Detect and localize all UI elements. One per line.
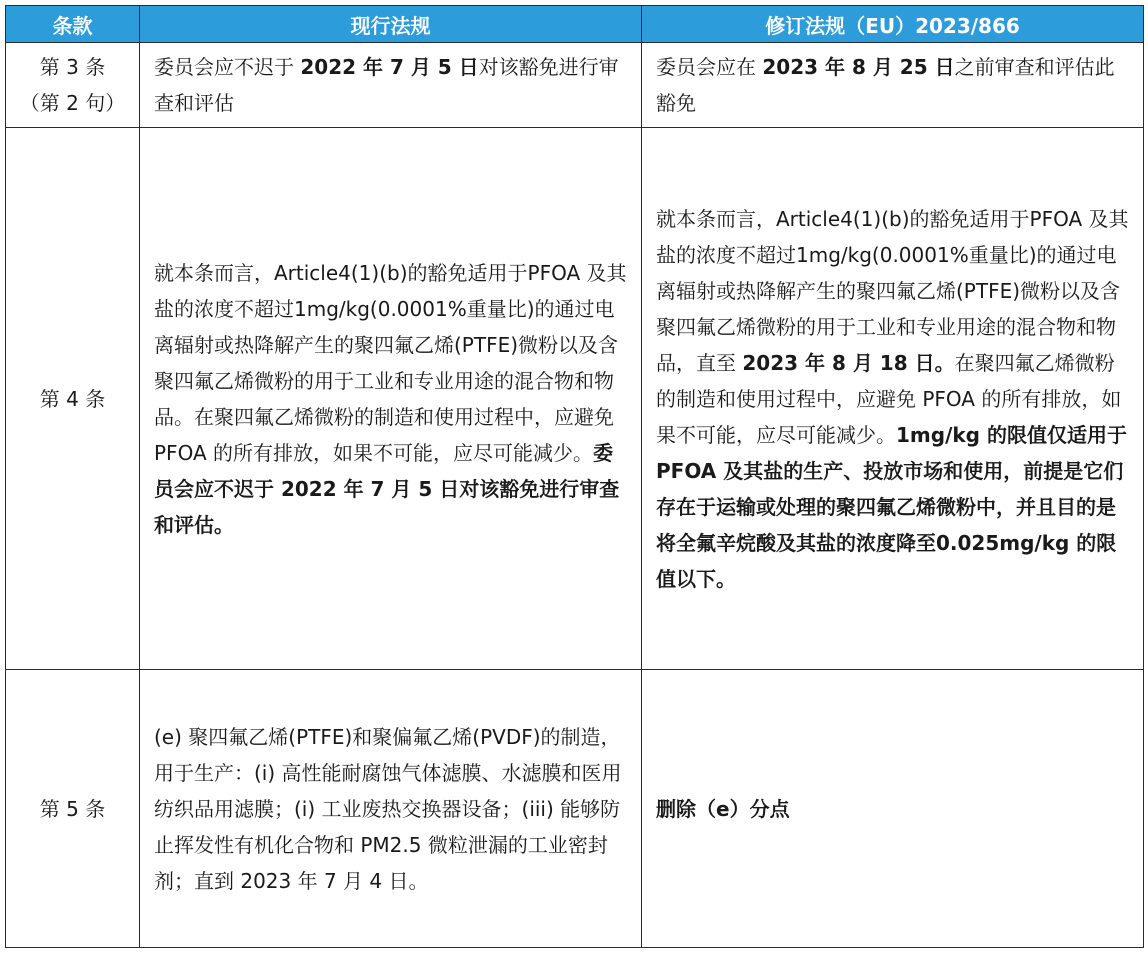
- article-sublabel: （第 2 句）: [19, 91, 126, 115]
- header-article: 条款: [6, 6, 140, 43]
- current-text: 委员会应不迟于: [154, 55, 301, 79]
- revised-date-bold: 2023 年 8 月 18 日。: [742, 350, 955, 375]
- revised-text-middle: 在聚四氟乙烯微粉的制造和使用过程中，应避免 PFOA 的所有排放，如果不可能，应尽可能减少。: [656, 350, 1122, 447]
- revised-text-cell: [642, 128, 1144, 670]
- table-header-row: [6, 6, 1144, 43]
- current-text-end: 对该豁免进行审查和评估: [154, 55, 619, 115]
- header-revised-regulation: 修订法规（EU）2023/866: [642, 6, 1144, 43]
- header-current-regulation: 现行法规: [140, 6, 642, 43]
- revised-text-cell: [642, 670, 1144, 948]
- revised-text-cell: [642, 43, 1144, 128]
- revised-text-end: 之前审查和评估此豁免: [656, 55, 1115, 115]
- table-row-article-3: [6, 43, 1144, 128]
- article-cell: [6, 43, 140, 128]
- article-label: 第 4 条: [39, 386, 106, 411]
- revised-date-bold: 2023 年 8 月 25 日: [762, 55, 955, 79]
- current-text-cell: [140, 128, 642, 670]
- current-text: 就本条而言，Article4(1)(b)的豁免适用于PFOA 及其盐的浓度不超过1mg/kg(0.0001%重量比)的通过电离辐射或热降解产生的聚四氟乙烯(PTFE)微粉以及含聚四氟乙烯微粉的用于工业和专业用途的混合物和物品。在聚四氟乙烯微粉的制造和使用过程中，应避免 PFOA 的所有排放，如果不可能，应尽可能减少。: [154, 260, 627, 465]
- article-label: 第 3 条: [39, 55, 106, 79]
- revised-text-bold: 1mg/kg 的限值仅适用于 PFOA 及其盐的生产、投放市场和使用，前提是它们存在于运输或处理的聚四氟乙烯微粉中，并且目的是将全氟辛烷酸及其盐的浓度降至0.025mg/kg 的限值以下。: [656, 422, 1127, 591]
- article-label: 第 5 条: [39, 796, 106, 821]
- current-date-bold: 2022 年 7 月 5 日: [300, 55, 479, 79]
- regulation-comparison-table: [5, 5, 1144, 948]
- article-cell: [6, 128, 140, 670]
- revised-text: 就本条而言，Article4(1)(b)的豁免适用于PFOA 及其盐的浓度不超过1mg/kg(0.0001%重量比)的通过电离辐射或热降解产生的聚四氟乙烯(PTFE)微粉以及含聚四氟乙烯微粉的用于工业和专业用途的混合物和物品，直至: [656, 206, 1129, 375]
- current-text: (e) 聚四氟乙烯(PTFE)和聚偏氟乙烯(PVDF)的制造，用于生产：(i) 高性能耐腐蚀气体滤膜、水滤膜和医用纺织品用滤膜；(i) 工业废热交换器设备；(iii) 能够防止挥发性有机化合物和 PM2.5 微粒泄漏的工业密封剂；直到 2023 年 7 月 4 日。: [154, 724, 622, 893]
- revised-text-bold: 删除（e）分点: [656, 796, 790, 821]
- current-text-cell: [140, 43, 642, 128]
- current-text-bold: 委员会应不迟于 2022 年 7 月 5 日对该豁免进行审查和评估。: [154, 440, 620, 537]
- revised-text: 委员会应在: [656, 55, 763, 79]
- current-text-cell: [140, 670, 642, 948]
- table-row-article-5: [6, 670, 1144, 948]
- table-row-article-4: [6, 128, 1144, 670]
- article-cell: [6, 670, 140, 948]
